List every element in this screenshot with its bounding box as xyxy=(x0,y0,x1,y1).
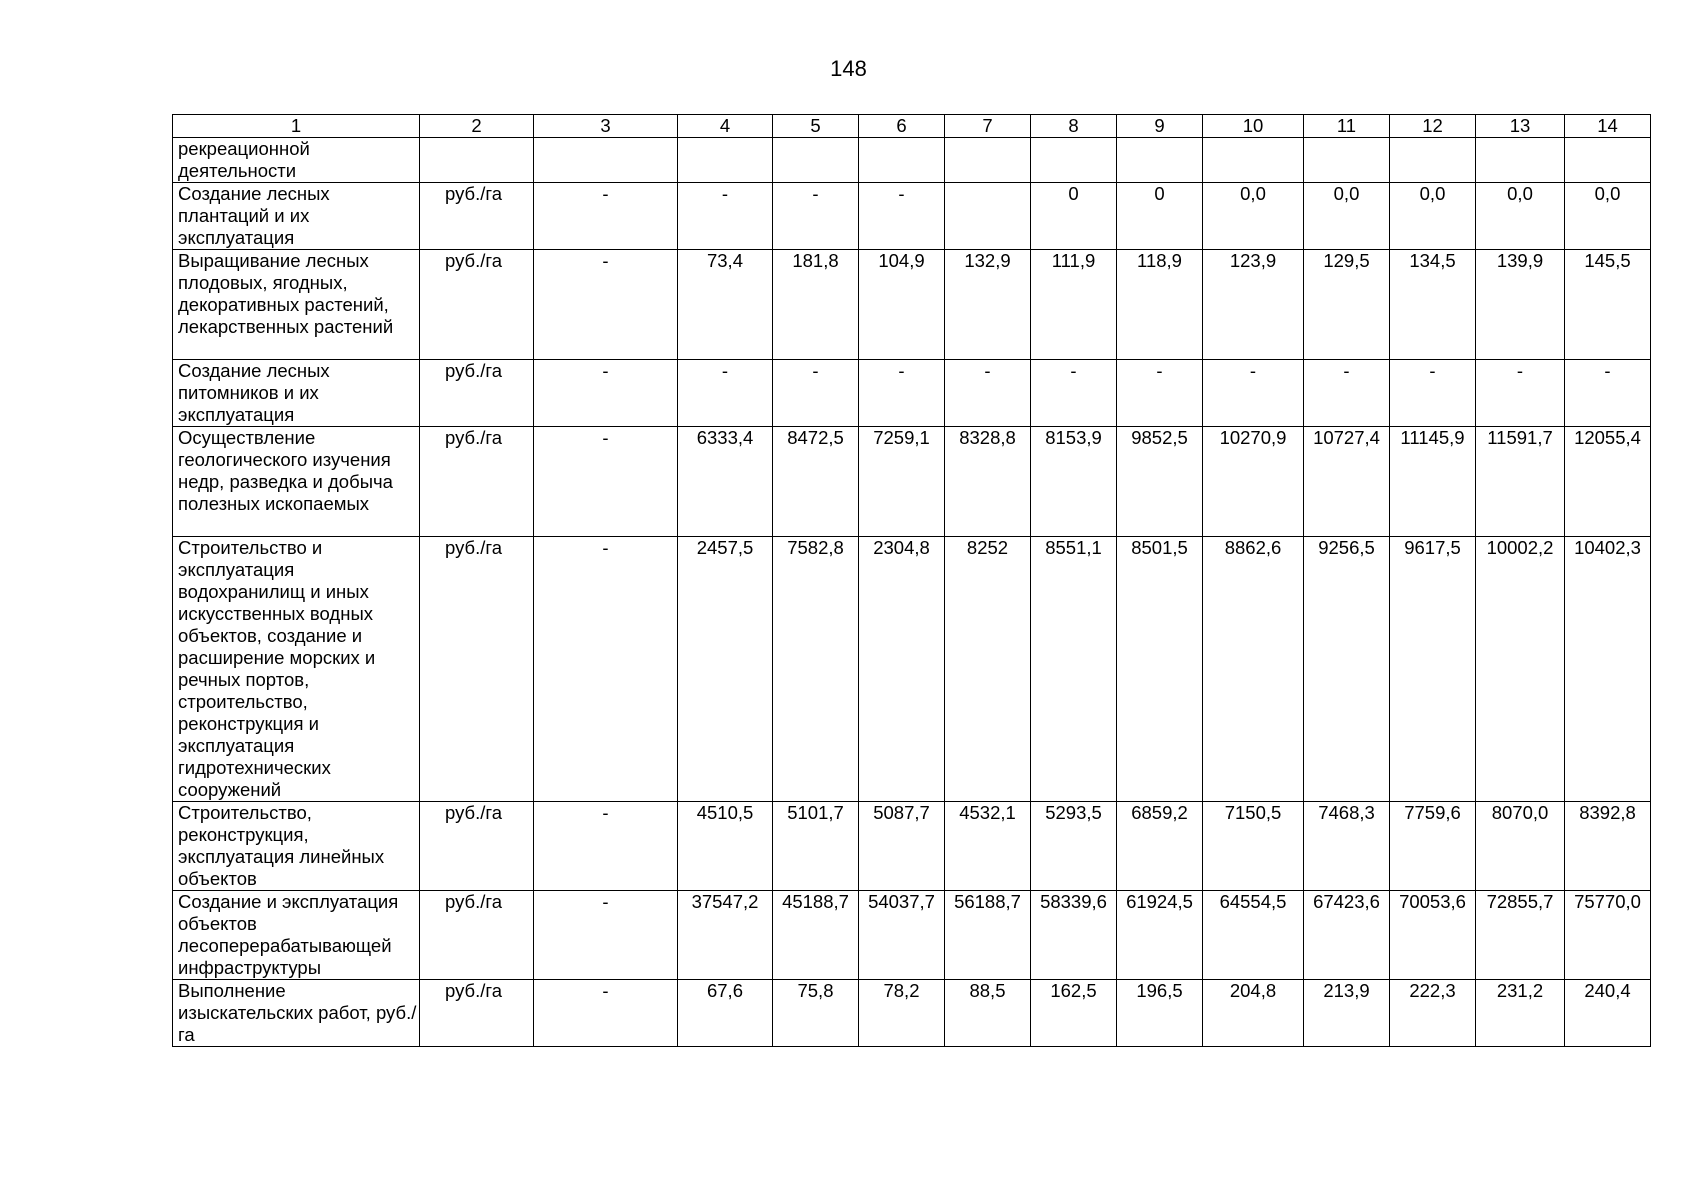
value-cell: - xyxy=(534,802,678,891)
value-cell xyxy=(1476,138,1565,183)
value-cell: 0,0 xyxy=(1203,183,1304,250)
row-label: Выращивание лесных плодовых, ягодных, декоративных растений, лекарственных растений xyxy=(173,250,420,360)
header-row xyxy=(173,115,1651,138)
unit-cell: руб./га xyxy=(420,891,534,980)
value-cell: - xyxy=(1476,360,1565,427)
row-label: рекреационной деятельности xyxy=(173,138,420,183)
value-cell: - xyxy=(1203,360,1304,427)
table-row xyxy=(173,802,1651,891)
value-cell: 6333,4 xyxy=(678,427,773,537)
value-cell: 132,9 xyxy=(945,250,1031,360)
value-cell: 8153,9 xyxy=(1031,427,1117,537)
unit-cell: руб./га xyxy=(420,537,534,802)
column-header: 4 xyxy=(678,115,773,138)
row-label: Выполнение изыскательских работ, руб./га xyxy=(173,980,420,1047)
value-cell: 129,5 xyxy=(1304,250,1390,360)
value-cell xyxy=(678,138,773,183)
value-cell: - xyxy=(534,980,678,1047)
column-header: 10 xyxy=(1203,115,1304,138)
value-cell: - xyxy=(859,183,945,250)
page-number: 148 xyxy=(830,56,867,81)
value-cell: - xyxy=(534,891,678,980)
value-cell: - xyxy=(1565,360,1651,427)
value-cell: - xyxy=(678,360,773,427)
value-cell: 7468,3 xyxy=(1304,802,1390,891)
value-cell: 0,0 xyxy=(1476,183,1565,250)
value-cell xyxy=(1565,138,1651,183)
value-cell xyxy=(1031,138,1117,183)
value-cell xyxy=(945,138,1031,183)
unit-cell: руб./га xyxy=(420,183,534,250)
value-cell: 0 xyxy=(1031,183,1117,250)
value-cell: 162,5 xyxy=(1031,980,1117,1047)
row-label: Строительство и эксплуатация водохранилищ и иных искусственных водных объектов, создание и расширение морских и речных портов, строительство, реконструкция и эксплуатация гидротехнических сооружений xyxy=(173,537,420,802)
value-cell: 0 xyxy=(1117,183,1203,250)
value-cell: 8392,8 xyxy=(1565,802,1651,891)
value-cell: 240,4 xyxy=(1565,980,1651,1047)
value-cell: 8862,6 xyxy=(1203,537,1304,802)
value-cell: - xyxy=(1304,360,1390,427)
value-cell: 9256,5 xyxy=(1304,537,1390,802)
value-cell: - xyxy=(945,360,1031,427)
unit-cell: руб./га xyxy=(420,980,534,1047)
value-cell: 7259,1 xyxy=(859,427,945,537)
value-cell: 104,9 xyxy=(859,250,945,360)
value-cell: 8070,0 xyxy=(1476,802,1565,891)
table-row xyxy=(173,891,1651,980)
value-cell xyxy=(1390,138,1476,183)
table-row xyxy=(173,360,1651,427)
value-cell: - xyxy=(534,537,678,802)
table-row xyxy=(173,537,1651,802)
table-body xyxy=(173,138,1651,1047)
unit-cell xyxy=(420,138,534,183)
value-cell xyxy=(534,138,678,183)
value-cell: 4532,1 xyxy=(945,802,1031,891)
value-cell xyxy=(1203,138,1304,183)
value-cell: 11591,7 xyxy=(1476,427,1565,537)
value-cell: 9852,5 xyxy=(1117,427,1203,537)
value-cell xyxy=(773,138,859,183)
value-cell: 231,2 xyxy=(1476,980,1565,1047)
value-cell: 8551,1 xyxy=(1031,537,1117,802)
value-cell: 134,5 xyxy=(1390,250,1476,360)
column-header: 9 xyxy=(1117,115,1203,138)
value-cell: 75,8 xyxy=(773,980,859,1047)
value-cell: 7759,6 xyxy=(1390,802,1476,891)
value-cell: - xyxy=(678,183,773,250)
value-cell: 5101,7 xyxy=(773,802,859,891)
value-cell: 37547,2 xyxy=(678,891,773,980)
value-cell: 64554,5 xyxy=(1203,891,1304,980)
value-cell: 204,8 xyxy=(1203,980,1304,1047)
value-cell: 145,5 xyxy=(1565,250,1651,360)
value-cell: 75770,0 xyxy=(1565,891,1651,980)
value-cell xyxy=(945,183,1031,250)
value-cell xyxy=(1117,138,1203,183)
value-cell: - xyxy=(534,360,678,427)
data-table xyxy=(172,114,1651,1047)
value-cell: 196,5 xyxy=(1117,980,1203,1047)
value-cell: 8501,5 xyxy=(1117,537,1203,802)
value-cell: 70053,6 xyxy=(1390,891,1476,980)
value-cell: 7150,5 xyxy=(1203,802,1304,891)
table-row xyxy=(173,138,1651,183)
value-cell: 111,9 xyxy=(1031,250,1117,360)
row-label: Создание лесных питомников и их эксплуатация xyxy=(173,360,420,427)
value-cell: 12055,4 xyxy=(1565,427,1651,537)
value-cell: 0,0 xyxy=(1565,183,1651,250)
column-header: 3 xyxy=(534,115,678,138)
value-cell: 67423,6 xyxy=(1304,891,1390,980)
column-header: 2 xyxy=(420,115,534,138)
unit-cell: руб./га xyxy=(420,802,534,891)
value-cell: 67,6 xyxy=(678,980,773,1047)
value-cell: 7582,8 xyxy=(773,537,859,802)
table-row xyxy=(173,250,1651,360)
value-cell: 5293,5 xyxy=(1031,802,1117,891)
value-cell: 0,0 xyxy=(1390,183,1476,250)
value-cell: 5087,7 xyxy=(859,802,945,891)
value-cell: 73,4 xyxy=(678,250,773,360)
value-cell: 6859,2 xyxy=(1117,802,1203,891)
value-cell: 4510,5 xyxy=(678,802,773,891)
column-header: 11 xyxy=(1304,115,1390,138)
table-row xyxy=(173,183,1651,250)
value-cell: 222,3 xyxy=(1390,980,1476,1047)
row-label: Создание лесных плантаций и их эксплуатация xyxy=(173,183,420,250)
value-cell: 181,8 xyxy=(773,250,859,360)
value-cell: - xyxy=(859,360,945,427)
column-header: 6 xyxy=(859,115,945,138)
value-cell: - xyxy=(773,360,859,427)
value-cell xyxy=(859,138,945,183)
column-header: 7 xyxy=(945,115,1031,138)
value-cell: 10002,2 xyxy=(1476,537,1565,802)
value-cell: - xyxy=(1117,360,1203,427)
value-cell: 11145,9 xyxy=(1390,427,1476,537)
value-cell: 118,9 xyxy=(1117,250,1203,360)
value-cell: 8472,5 xyxy=(773,427,859,537)
column-header: 14 xyxy=(1565,115,1651,138)
row-label: Строительство, реконструкция, эксплуатация линейных объектов xyxy=(173,802,420,891)
value-cell xyxy=(1304,138,1390,183)
unit-cell: руб./га xyxy=(420,427,534,537)
value-cell: - xyxy=(534,427,678,537)
value-cell: 8252 xyxy=(945,537,1031,802)
value-cell: 10402,3 xyxy=(1565,537,1651,802)
value-cell: 2457,5 xyxy=(678,537,773,802)
value-cell: 78,2 xyxy=(859,980,945,1047)
value-cell: 10270,9 xyxy=(1203,427,1304,537)
value-cell: 8328,8 xyxy=(945,427,1031,537)
value-cell: 54037,7 xyxy=(859,891,945,980)
value-cell: - xyxy=(1031,360,1117,427)
value-cell: 45188,7 xyxy=(773,891,859,980)
column-header: 1 xyxy=(173,115,420,138)
value-cell: 2304,8 xyxy=(859,537,945,802)
value-cell: - xyxy=(1390,360,1476,427)
value-cell: - xyxy=(534,183,678,250)
value-cell: 61924,5 xyxy=(1117,891,1203,980)
column-header: 12 xyxy=(1390,115,1476,138)
table-row xyxy=(173,980,1651,1047)
column-header: 5 xyxy=(773,115,859,138)
value-cell: 72855,7 xyxy=(1476,891,1565,980)
value-cell: 88,5 xyxy=(945,980,1031,1047)
value-cell: 139,9 xyxy=(1476,250,1565,360)
table-row xyxy=(173,427,1651,537)
value-cell: 56188,7 xyxy=(945,891,1031,980)
row-label: Создание и эксплуатация объектов лесоперерабатывающей инфраструктуры xyxy=(173,891,420,980)
row-label: Осуществление геологического изучения недр, разведка и добыча полезных ископаемых xyxy=(173,427,420,537)
value-cell: 0,0 xyxy=(1304,183,1390,250)
value-cell: - xyxy=(773,183,859,250)
value-cell: 123,9 xyxy=(1203,250,1304,360)
value-cell: 9617,5 xyxy=(1390,537,1476,802)
column-header: 8 xyxy=(1031,115,1117,138)
unit-cell: руб./га xyxy=(420,360,534,427)
value-cell: - xyxy=(534,250,678,360)
unit-cell: руб./га xyxy=(420,250,534,360)
column-header: 13 xyxy=(1476,115,1565,138)
value-cell: 213,9 xyxy=(1304,980,1390,1047)
value-cell: 10727,4 xyxy=(1304,427,1390,537)
value-cell: 58339,6 xyxy=(1031,891,1117,980)
